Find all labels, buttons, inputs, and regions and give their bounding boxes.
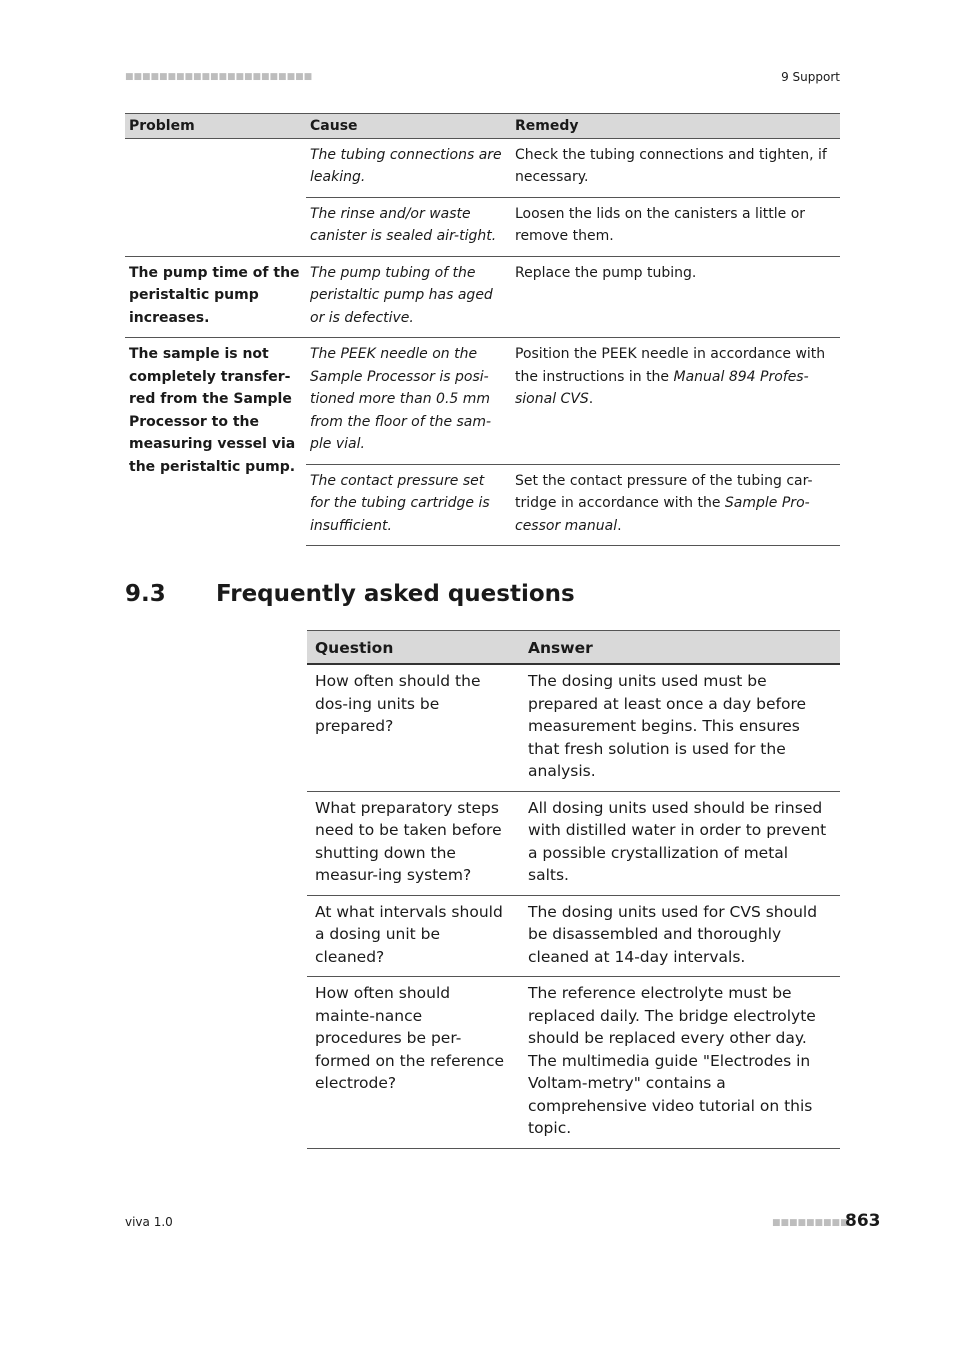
remedy-cell: Replace the pump tubing. <box>511 256 840 338</box>
table-row <box>307 664 840 791</box>
remedy-cell: Loosen the lids on the canisters a little or remove them. <box>511 197 840 256</box>
question-cell: How often should mainte-nance procedures be per-formed on the reference electrode? <box>307 977 520 1149</box>
troubleshooting-table <box>125 113 840 546</box>
column-header-remedy: Remedy <box>511 114 840 139</box>
cause-cell: The pump tubing of the peristaltic pump has aged or is defective. <box>306 256 511 338</box>
table-row <box>307 895 840 977</box>
chapter-label: 9 Support <box>781 70 840 84</box>
faq-table <box>307 630 840 1149</box>
answer-cell: The dosing units used for CVS should be disassembled and thoroughly cleaned at 14-day intervals. <box>520 895 840 977</box>
remedy-cell <box>511 338 840 465</box>
table-header-row <box>125 114 840 139</box>
question-cell: At what intervals should a dosing unit be cleaned? <box>307 895 520 977</box>
table-row <box>125 338 840 465</box>
problem-cell: The sample is not completely transfer-red from the Sample Processor to the measuring vessel via the peristaltic pump. <box>125 338 306 546</box>
question-cell: What preparatory steps need to be taken before shutting down the measur-ing system? <box>307 791 520 895</box>
cause-cell: The tubing connections are leaking. <box>310 146 502 185</box>
table-row <box>125 256 840 338</box>
table-header-row <box>307 631 840 665</box>
answer-cell: The reference electrolyte must be replaced daily. The bridge electrolyte should be replaced every other day. The multimedia guide "Electrodes in Voltam-metry" contains a comprehensive video tutorial on this topic. <box>520 977 840 1149</box>
column-header-cause: Cause <box>306 114 511 139</box>
question-cell: How often should the dos-ing units be prepared? <box>307 664 520 791</box>
cause-cell: The PEEK needle on the Sample Processor is posi-tioned more than 0.5 mm from the floor of the sam-ple vial. <box>306 338 511 465</box>
column-header-problem: Problem <box>125 114 306 139</box>
header-decoration: ■■■■■■■■■■■■■■■■■■■■■■ <box>125 72 313 82</box>
section-title: Frequently asked questions <box>216 581 575 607</box>
column-header-answer: Answer <box>520 631 840 665</box>
section-number: 9.3 <box>125 581 166 607</box>
column-header-question: Question <box>307 631 520 665</box>
remedy-text: . <box>588 391 594 407</box>
section-heading <box>125 578 575 610</box>
problem-cell <box>125 138 306 256</box>
version-label: viva 1.0 <box>125 1215 173 1229</box>
remedy-text: Set the contact pressure of the tubing car-tridge in accordance with the <box>515 472 813 511</box>
footer-decoration: ■■■■■■■■■ <box>772 1218 849 1228</box>
answer-cell: The dosing units used must be prepared at least once a day before measurement begins. This ensures that fresh solution is used for the analysis. <box>520 664 840 791</box>
page-number: 863 <box>845 1211 881 1231</box>
cause-cell: The rinse and/or waste canister is sealed air-tight. <box>306 197 511 256</box>
problem-cell: The pump time of the peristaltic pump increases. <box>125 256 306 338</box>
answer-cell: All dosing units used should be rinsed with distilled water in order to prevent a possible crystallization of metal salts. <box>520 791 840 895</box>
remedy-cell: Check the tubing connections and tighten, if necessary. <box>515 146 827 185</box>
manual-reference: Sample Pro-cessor manual <box>515 495 810 534</box>
table-row <box>307 977 840 1149</box>
remedy-cell <box>511 464 840 546</box>
cause-cell: The contact pressure set for the tubing cartridge is insufficient. <box>306 464 511 546</box>
manual-reference: Manual 894 Profes-sional CVS <box>515 368 809 407</box>
remedy-text: . <box>617 517 622 534</box>
table-row <box>125 138 840 197</box>
table-row <box>307 791 840 895</box>
remedy-text: Position the PEEK needle in accordance with the instructions in the <box>515 346 826 385</box>
